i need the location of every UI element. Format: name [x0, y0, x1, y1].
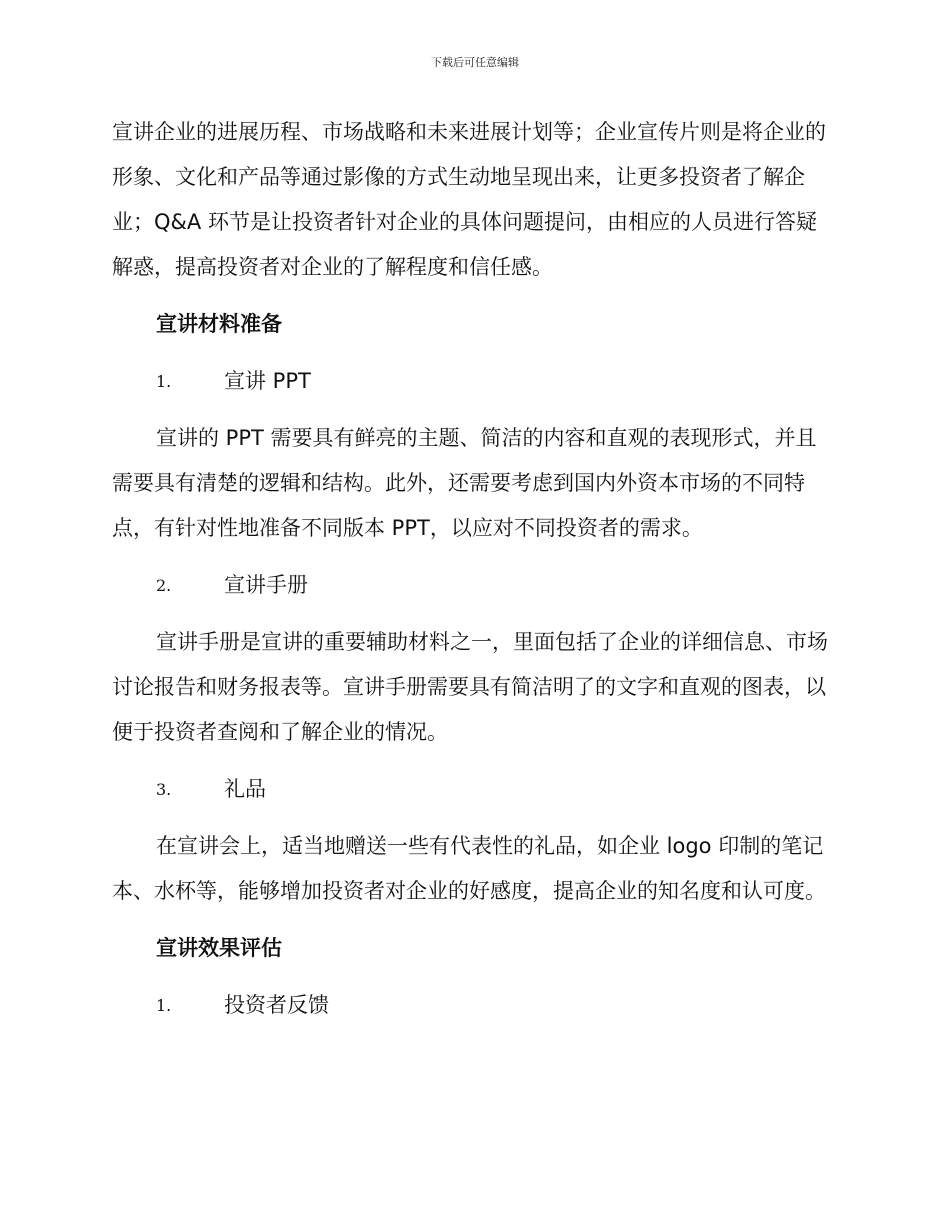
list-item-handbook [112, 563, 832, 608]
paragraph-handbook: 宣讲手册是宣讲的重要辅助材料之一，里面包括了企业的详细信息、市场讨论报告和财务报表等。宣讲手册需要具有简洁明了的文字和直观的图表，以便于投资者查阅和了解企业的情况。 [112, 630, 828, 744]
list-item-ppt [112, 359, 832, 404]
section-heading-materials: 宣讲材料准备 [156, 312, 282, 336]
list-item-feedback [112, 983, 832, 1028]
list-label: 礼品 [224, 777, 266, 801]
paragraph-ppt: 宣讲的 PPT 需要具有鲜亮的主题、简洁的内容和直观的表现形式，并且需要具有清楚的逻辑和结构。此外，还需要考虑到国内外资本市场的不同特点，有针对性地准备不同版本 PPT，以应对不同投资者的需求。 [112, 426, 817, 540]
document-body [112, 110, 832, 1040]
list-number: 3. [156, 780, 172, 799]
list-number: 1. [156, 996, 172, 1015]
list-number: 1. [156, 372, 172, 391]
list-number: 2. [156, 576, 172, 595]
paragraph-gifts: 在宣讲会上，适当地赠送一些有代表性的礼品，如企业 logo 印制的笔记本、水杯等，能够增加投资者对企业的好感度，提高企业的知名度和认可度。 [112, 834, 826, 903]
list-label: 投资者反馈 [224, 993, 329, 1017]
list-item-gifts [112, 767, 832, 812]
list-label: 宣讲 PPT [224, 369, 311, 393]
paragraph-intro: 宣讲企业的进展历程、市场战略和未来进展计划等；企业宣传片则是将企业的形象、文化和产品等通过影像的方式生动地呈现出来，让更多投资者了解企业；Q&A 环节是让投资者针对企业的具体问题提问，由相应的人员进行答疑解惑，提高投资者对企业的了解程度和信任感。 [112, 120, 826, 279]
list-label: 宣讲手册 [224, 573, 308, 597]
section-heading-evaluation: 宣讲效果评估 [156, 936, 282, 960]
page-header: 下载后可任意编辑 [431, 56, 519, 69]
